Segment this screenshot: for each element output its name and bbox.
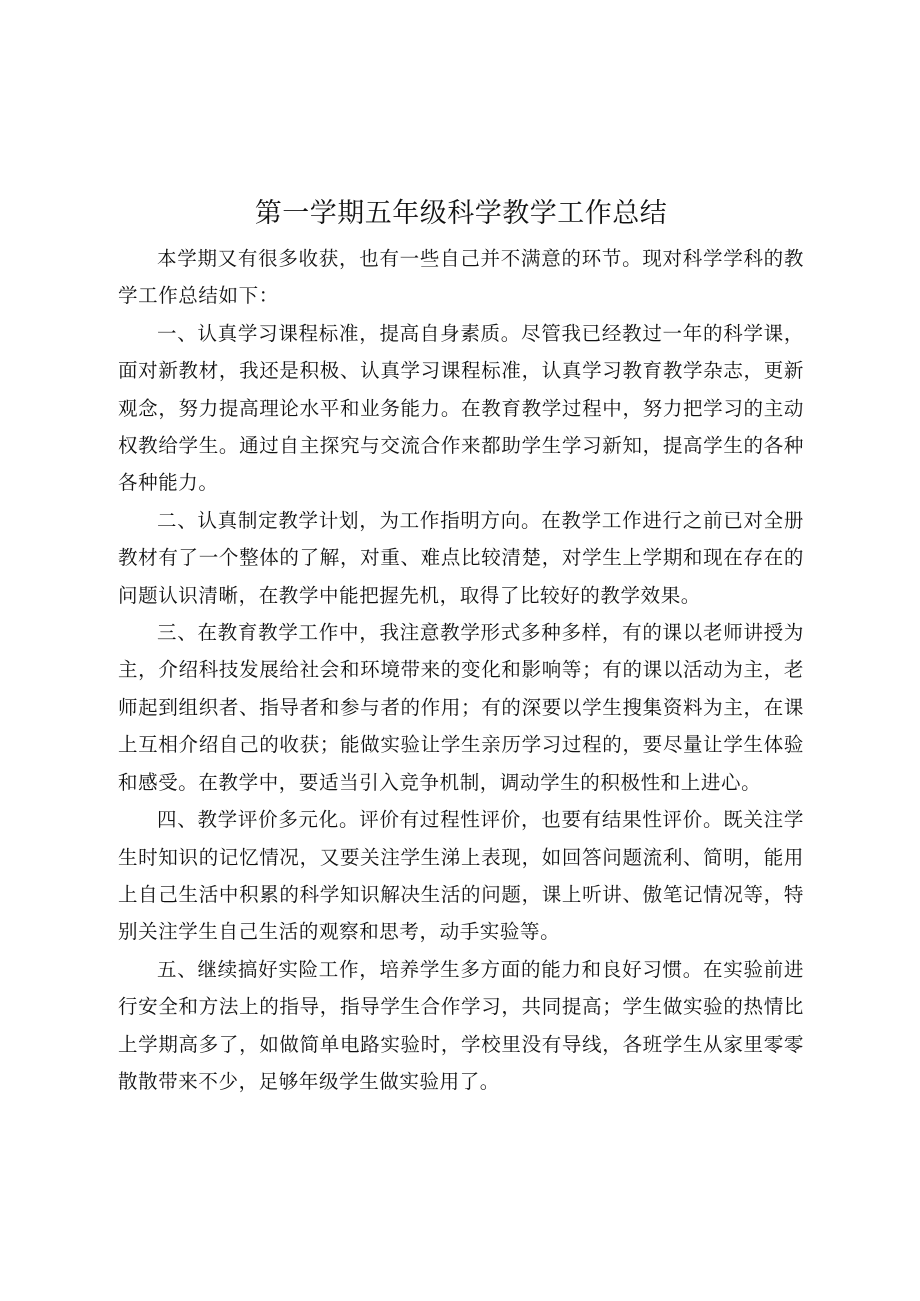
document-title: 第一学期五年级科学教学工作总结 — [254, 198, 668, 229]
document-body — [118, 194, 804, 1100]
paragraph-section-2: 二、认真制定教学计划，为工作指明方向。在教学工作进行之前已对全册教材有了一个整体的了解，对重、难点比较清楚，对学生上学期和现在存在的问题认识清晰，在教学中能把握先机，取得了比较好的教学效果。 — [118, 508, 804, 607]
paragraph-section-1: 一、认真学习课程标准，提高自身素质。尽管我已经教过一年的科学课，面对新教材，我还是积极、认真学习课程标准，认真学习教育教学杂志，更新观念，努力提高理论水平和业务能力。在教育教学过程中，努力把学习的主动权教给学生。通过自主探究与交流合作来都助学生学习新知，提高学生的各种各种能力。 — [118, 321, 804, 495]
paragraph-intro: 本学期又有很多收获，也有一些自己并不满意的环节。现对科学学科的教学工作总结如下： — [118, 247, 804, 308]
paragraph-section-5: 五、继续搞好实险工作，培养学生多方面的能力和良好习惯。在实验前进行安全和方法上的指导，指导学生合作学习，共同提高；学生做实验的热情比上学期高多了，如做简单电路实验时，学校里没有导线，各班学生从家里零零散散带来不少，足够年级学生做实验用了。 — [118, 957, 804, 1093]
paragraph-section-4: 四、教学评价多元化。评价有过程性评价，也要有结果性评价。既关注学生时知识的记忆情况，又要关注学生涕上表现，如回答问题流利、简明，能用上自己生活中积累的科学知识解决生活的问题，课上听讲、傲笔记情况等，特别关注学生自己生活的观察和思考，动手实验等。 — [118, 808, 804, 944]
paragraph-section-3: 三、在教育教学工作中，我注意教学形式多种多样，有的课以老师讲授为主，介绍科技发展给社会和环境带来的变化和影响等；有的课以活动为主，老师起到组织者、指导者和参与者的作用；有的深要以学生搜集资料为主，在课上互相介绍自己的收获；能做实验让学生亲历学习过程的，要尽量让学生体验和感受。在教学中，要适当引入竞争机制，调动学生的积极性和上进心。 — [118, 621, 804, 794]
